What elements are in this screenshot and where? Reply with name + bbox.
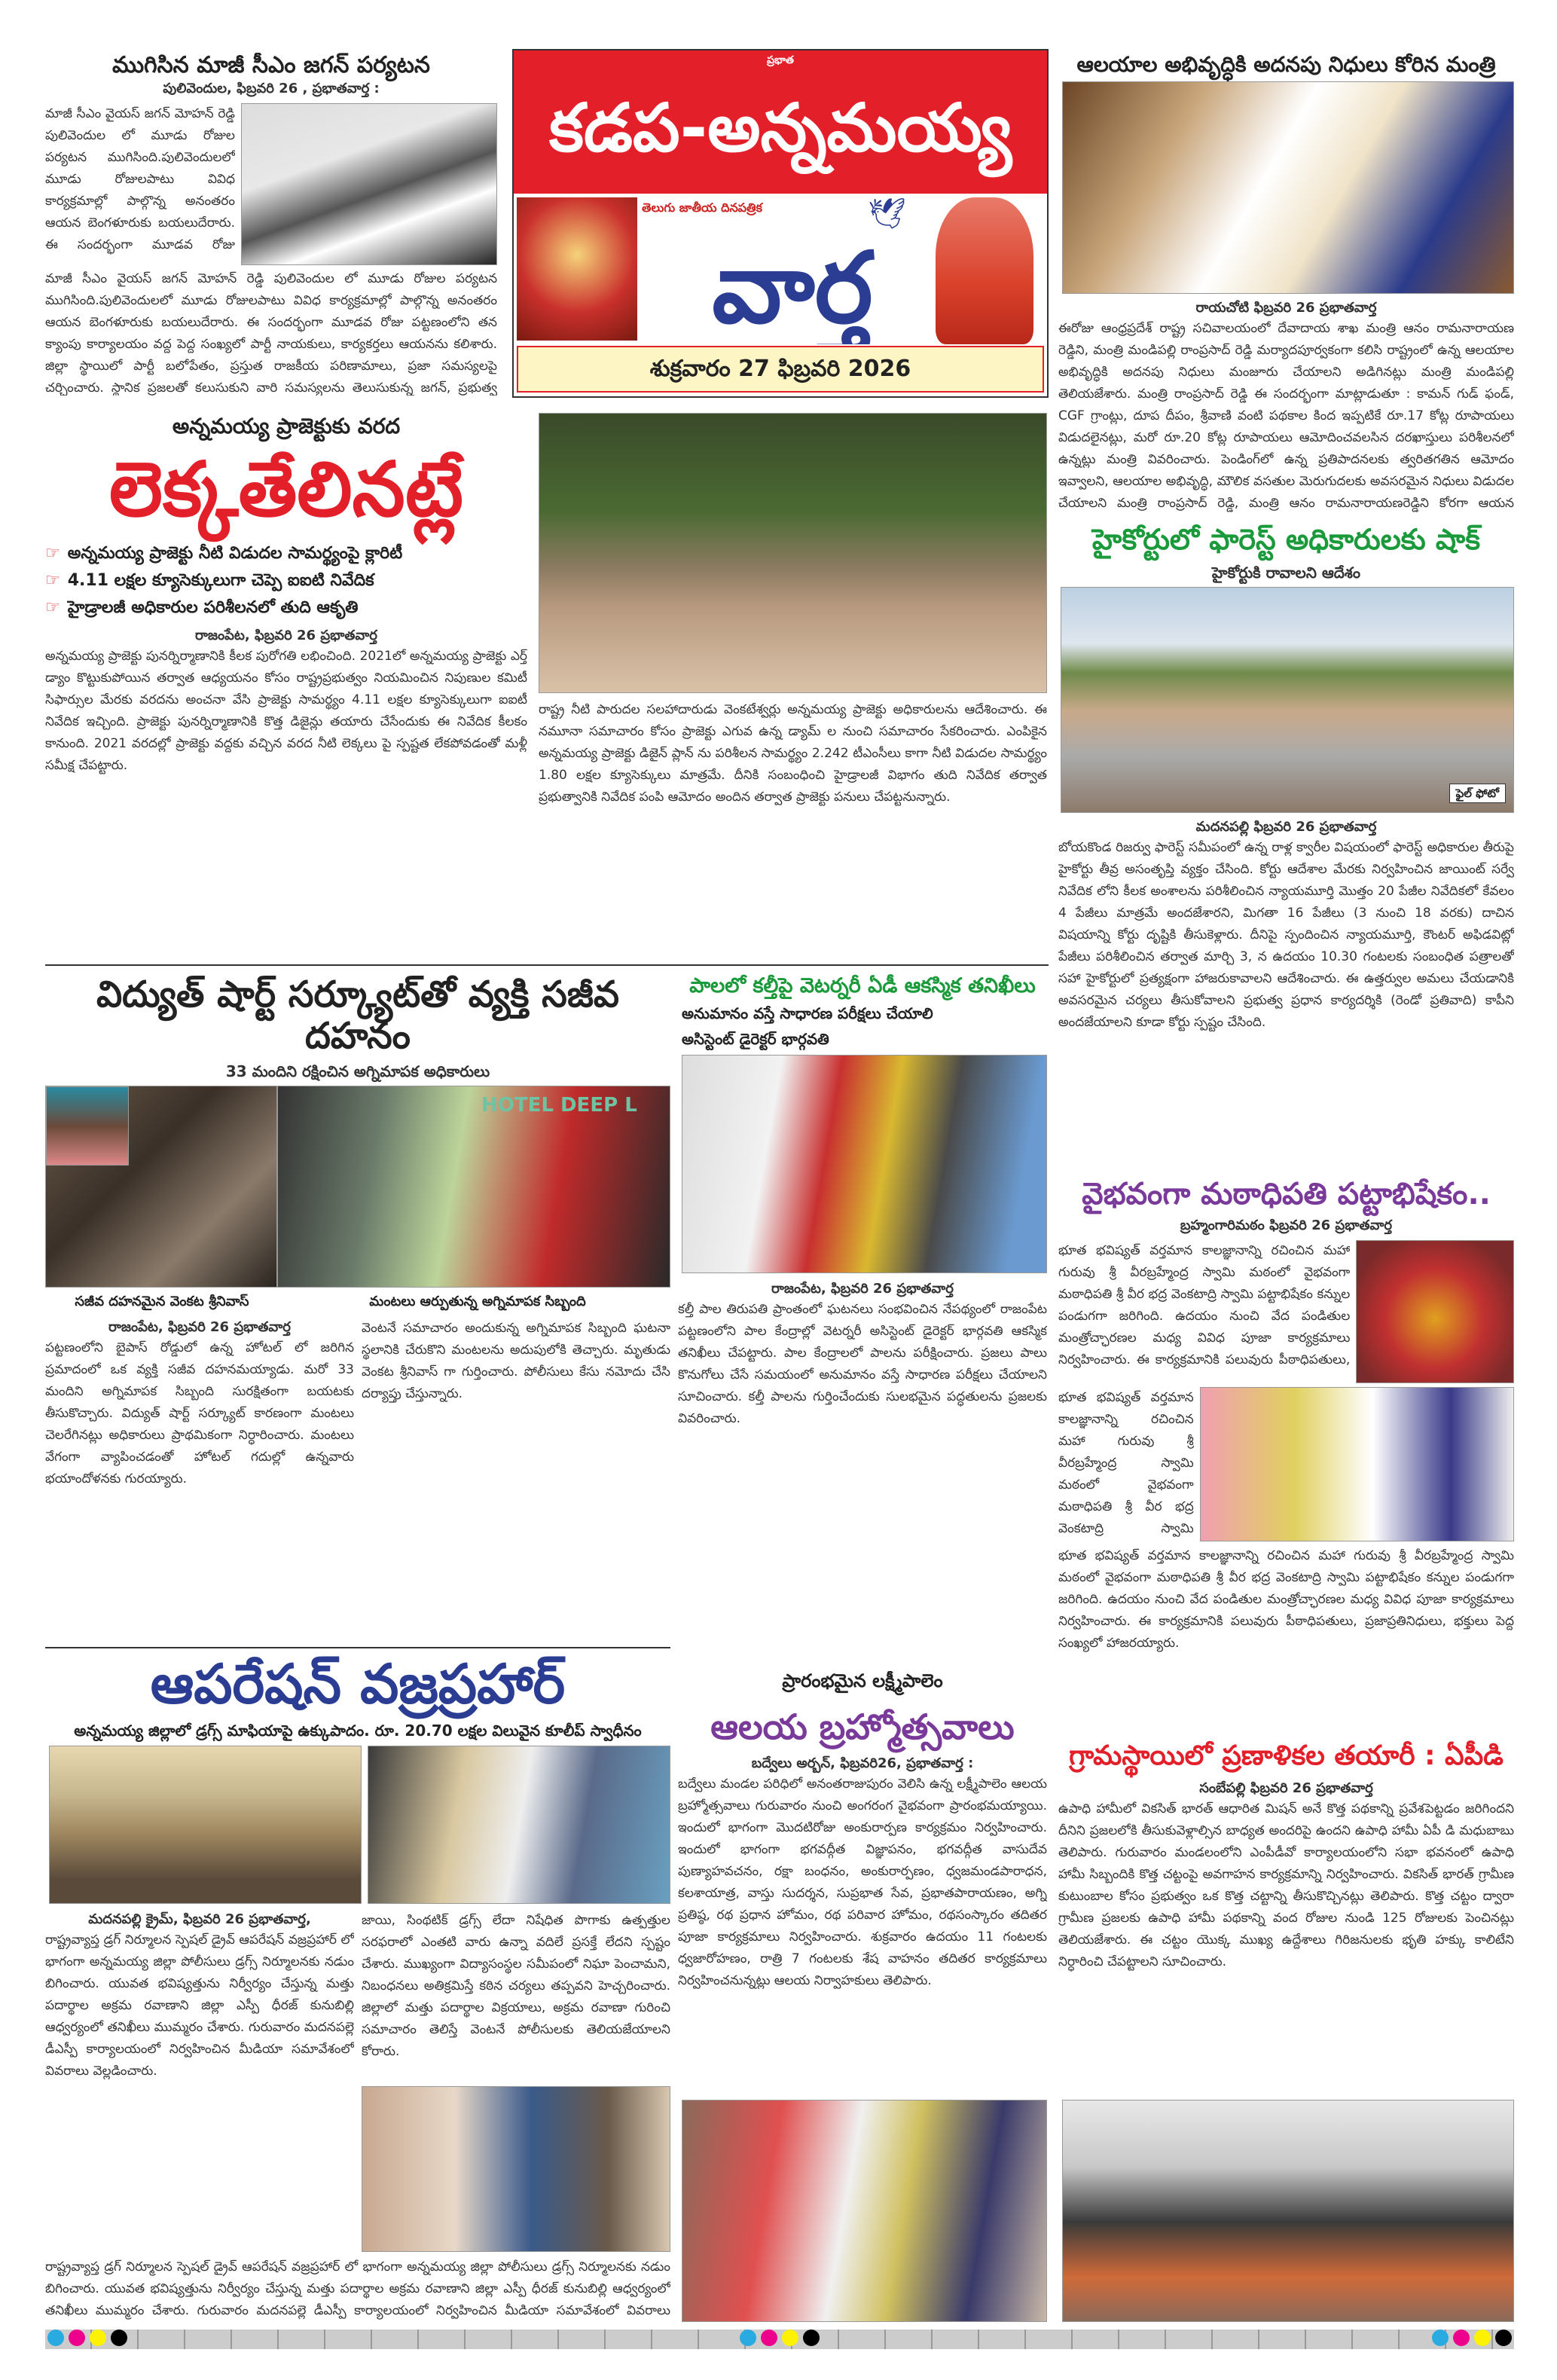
masthead-date: శుక్రవారం 27 ఫిబ్రవరి 2026 bbox=[649, 356, 911, 382]
photo-firefighters bbox=[277, 1086, 670, 1288]
photo-police-press-meet bbox=[49, 1746, 362, 1904]
body-peetham: భూత భవిష్యత్ వర్తమాన కాలజ్ఞానాన్ని రచించిన మహా గురువు శ్రీ వీరబ్రహ్మేంద్ర స్వామి మఠంలో వైభవంగా మఠాధిపతి శ్రీ వీర భద్ర వెంకటాద్రి స్వామి పట్టాభిషేకం కన్నుల పండుగగా జరిగింది. ఉదయం నుంచి వేద పండితుల మంత్రోచ్ఛారణల మధ్య వివిధ పూజా కార్యక్రమాలు నిర్వహించారు. ఈ కార్యక్రమానికి పలువురు పీఠాధిపతులు, bbox=[1058, 1243, 1351, 1367]
article-jagan bbox=[45, 53, 497, 396]
headline-temples: ఆలయాల అభివృద్ధికి అదనపు నిధులు కోరిన మంత్రి bbox=[1076, 53, 1496, 77]
divider bbox=[45, 1647, 670, 1648]
headline-vajra: ఆపరేషన్ వజ్రప్రహార్ bbox=[150, 1653, 566, 1715]
dateline-pvd: సంబేపల్లి ఫిబ్రవరి 26 ప్రభాతవార్త bbox=[1199, 1780, 1373, 1797]
dateline-peetham: బ్రహ్మంగారిమఠం ఫిబ్రవరి 26 ప్రభాతవార్త bbox=[1180, 1217, 1393, 1233]
body-project-1: అన్నమయ్య ప్రాజెక్టు పునర్నిర్మాణానికి కీలక పురోగతి లభించింది. 2021లో అన్నమయ్య ప్రాజెక్టు ఎర్త్ డ్యాం కొట్టుకుపోయిన తర్వాత ఆధ్యయనం కోసం రాష్ట్రప్రభుత్వం నియమించిన నిపుణుల కమిటీ సిఫార్సుల మేరకు వరదను అంచనా వేసి ప్రాజెక్టు సామర్థ్యం 4.11 లక్షల క్యూసెక్కులుగా ఐఐటీ నివేదిక ఇచ్చింది. ప్రాజెక్టు పునర్నిర్మాణానికి కొత్త డిజైన్లు తయారు చేసేందుకు ఈ నివేదిక కీలకం కానుంది. 2021 వరదల్లో ప్రాజెక్టు వద్దకు వచ్చిన వరద నీటి లెక్కలు పై స్పష్టత లేకపోవడంతో మళ్లీ సమీక్ష చేపట్టారు. bbox=[45, 649, 527, 774]
pointing-hand-icon: ☞ bbox=[45, 598, 60, 618]
pointing-hand-icon: ☞ bbox=[45, 544, 60, 564]
article-vajra bbox=[45, 1653, 670, 2322]
photo-ceremony bbox=[1200, 1387, 1514, 1541]
masthead-brand: వార్త bbox=[712, 231, 873, 344]
body-pvd: ఉపాధి హామీలో వికసిత్ భారత్ ఆధారిత మిషన్ అనే కొత్త పథకాన్ని ప్రవేశపెట్టడం జరిగిందని దీనిని ప్రజలలోకి తీసుకువెళ్లాల్సిన బాధ్యత అందరిపై ఉందని ఉపాధి హామీ ఏపీ డి మధుబాబు తెలిపారు. గురువారం మండలంలోని ఎంపీడీవో కార్యాలయంలోని సభా భవనంలో ఉపాధి హామీ సిబ్బందికి కొత్త చట్టంపై అవగాహన కార్యక్రమాన్ని నిర్వహించారు. వికసిత్ భారత్ గ్రామీణ కుటుంబాల కోసం ప్రభుత్వం ఒక కొత్త చట్టాన్ని తీసుకొచ్చినట్లు తెలిపారు. కొత్త చట్టం ద్వారా గ్రామీణ ప్రజలకు ఉపాధి హామీ పథకాన్ని వంద రోజుల నుండి 125 రోజులకు పెంచినట్లు తెలియజేశారు. ఈ చట్టం యొక్క ముఖ్య ఉద్దేశాలు గిరిజనులకు భృతి హక్కు కాలిటేని నిర్ధారించి చేపట్టాలని సూచించారు. bbox=[1058, 1801, 1514, 1970]
body-vajra-1: రాష్ట్రవ్యాప్త డ్రగ్ నిర్మూలన స్పెషల్ డ్రైవ్ ఆపరేషన్ వజ్రప్రహార్ లో భాగంగా అన్నమయ్య జిల్లా పోలీసులు డ్రగ్స్ నిర్మూలనకు నడుం బిగించారు. యువత భవిష్యత్తును నిర్వీర్యం చేస్తున్న మత్తు పదార్థాల అక్రమ రవాణాని జిల్లా ఎస్పీ ధీరజ్ కునుబిల్లి ఆధ్వర్యంలో తనిఖీలు ముమ్మరం చేశారు. గురువారం మదనపల్లె డీఎస్పీ కార్యాలయంలో నిర్వహించిన మీడియా సమావేశంలో వివరాలు వెల్లడించారు. bbox=[45, 1932, 354, 2079]
body-milk: కల్తీ పాల తిరుపతి ప్రాంతంలో ఘటనలు సంభవించిన నేపథ్యంలో రాజంపేట పట్టణంలోని పాల కేంద్రాల్లో వెటర్నరీ అసిస్టెంట్ డైరెక్టర్ భార్గవతి ఆకస్మిక తనిఖీలు చేపట్టారు. పాల కేంద్రాలలో పాలను పరీక్షించారు. ప్రజలు పాలు కొనుగోలు చేసే సమయంలో అనుమానం వస్తే సాధారణ పరీక్షలు చేయాలని సూచించారు. కల్తీ పాలను గుర్తించేందుకు సులభమైన పద్ధతులను ప్రజలకు వివరించారు. bbox=[678, 1302, 1047, 1427]
sub-milk-2: అసిస్టెంట్ డైరెక్టర్ భార్గవతి bbox=[682, 1030, 829, 1049]
dove-logo-icon: 🕊 bbox=[868, 197, 906, 231]
photo-temple-procession bbox=[682, 2100, 1047, 2322]
article-peetham bbox=[1058, 1177, 1514, 1724]
masthead-tagline: తెలుగు జాతీయ దినపత్రిక bbox=[642, 200, 762, 215]
dateline-vajra: మదనపల్లి క్రైమ్, ఫిబ్రవరి 26 ప్రభాతవార్త, bbox=[88, 1911, 311, 1927]
bullet-item: ☞ హైడ్రాలజీ అధికారుల పరిశీలనలో తుది ఆకృతి bbox=[45, 598, 359, 618]
article-project-photo-column bbox=[539, 413, 1047, 953]
caption-firefighters: మంటలు ఆర్పుతున్న అగ్నిమాపక సిబ్బంది bbox=[369, 1294, 586, 1310]
color-registration-marks bbox=[737, 2330, 822, 2349]
dateline-jagan: పులివెందుల, ఫిబ్రవరి 26 , ప్రభాతవార్త : bbox=[163, 80, 380, 96]
bullet-list bbox=[45, 540, 527, 622]
body-peetham-cont: భూత భవిష్యత్ వర్తమాన కాలజ్ఞానాన్ని రచించిన మహా గురువు శ్రీ వీరబ్రహ్మేంద్ర స్వామి మఠంలో వైభవంగా మఠాధిపతి శ్రీ వీర భద్ర వెంకటాద్రి స్వామి bbox=[1058, 1390, 1194, 1536]
dateline-milk: రాజంపేట, ఫిబ్రవరి 26 ప్రభాతవార్త bbox=[771, 1281, 954, 1297]
dateline-forest: మదనపల్లి ఫిబ్రవరి 26 ప్రభాతవార్త bbox=[1195, 818, 1377, 835]
color-registration-marks bbox=[45, 2330, 130, 2349]
dateline-brahmotsavam: బద్వేలు అర్బన్, ఫిబ్రవరి26, ప్రభాతవార్త : bbox=[751, 1755, 974, 1772]
body-jagan-cont: మాజీ సీఎం వైయస్ జగన్ మోహన్ రెడ్డి పులివెందుల లో మూడు రోజుల పర్యటన ముగిసింది.పులివెందులలో మూడు రోజులపాటు వివిధ కార్యక్రమాల్లో పాల్గొన్న అనంతరం ఆయన బెంగళూరుకు బయలుదేరారు. ఈ సందర్భంగా మూడవ రోజు పట్టణంలోని తన క్యాంపు కార్యాలయం వద్ద పెద్ద సంఖ్యలో పార్టీ నాయకులు, కార్యకర్తలు ఆయనను కలిశారు. జిల్లా స్థాయిలో పార్టీ బలోపేతం, ప్రస్తుత రాజకీయ పరిణామాలు, ప్రజా సమస్యలపై చర్చించారు. స్థానిక ప్రజలతో కలుసుకుని వారి సమస్యలను తెలుసుకున్న జగన్, ప్రభుత్వ bbox=[45, 270, 497, 396]
headline-pvd: గ్రామస్థాయిలో ప్రణాళికల తయారీ : ఏపీడి bbox=[1069, 1740, 1504, 1771]
masthead-title: కడప-అన్నమయ్య bbox=[548, 89, 1012, 167]
article-forest bbox=[1058, 524, 1514, 1168]
headline-milk: పాలలో కల్తీపై వెటర్నరీ ఏడీ ఆకస్మిక తనిఖీలు bbox=[689, 974, 1036, 998]
body-fire-1: పట్టణంలోని బైపాస్ రోడ్డులో ఉన్న హోటల్ లో జరిగిన ప్రమాదంలో ఒక వ్యక్తి సజీవ దహనమయ్యాడు. మరో 33 మందిని అగ్నిమాపక సిబ్బంది సురక్షితంగా బయటకు తీసుకొచ్చారు. విద్యుత్ షార్ట్ సర్క్యూట్ కారణంగా మంటలు చెలరేగినట్లు అధికారులు ప్రాథమికంగా నిర్ధారించారు. మంటలు వేగంగా వ్యాపించడంతో హోటల్ గదుల్లో ఉన్నవారు భయాందోళనకు గురయ్యారు. bbox=[45, 1340, 354, 1487]
body-fire-2: వెంటనే సమాచారం అందుకున్న అగ్నిమాపక సిబ్బంది ఘటనా స్థలానికి చేరుకొని మంటలను అదుపులోకి తెచ్చారు. మృతుడు వెంకట శ్రీనివాస్ గా గుర్తించారు. పోలీసులు కేసు నమోదు చేసి దర్యాప్తు చేస్తున్నారు. bbox=[362, 1321, 670, 1402]
body-peetham-cont2: భూత భవిష్యత్ వర్తమాన కాలజ్ఞానాన్ని రచించిన మహా గురువు శ్రీ వీరబ్రహ్మేంద్ర స్వామి మఠంలో వైభవంగా మఠాధిపతి శ్రీ వీర భద్ర వెంకటాద్రి స్వామి పట్టాభిషేకం కన్నుల పండుగగా జరిగింది. ఉదయం నుంచి వేద పండితుల మంత్రోచ్ఛారణల మధ్య వివిధ పూజా కార్యక్రమాలు నిర్వహించారు. ఈ కార్యక్రమానికి పలువురు పీఠాధిపతులు, ప్రజాప్రతినిధులు, భక్తులు పెద్ద సంఖ్యలో హాజరయ్యారు. bbox=[1058, 1548, 1514, 1651]
sub-milk-1: అనుమానం వస్తే సాధారణ పరీక్షలు చేయాలి bbox=[682, 1004, 933, 1023]
pointing-hand-icon: ☞ bbox=[45, 571, 60, 591]
photo-seized-goods bbox=[368, 1746, 670, 1904]
headline-project: లెక్కతేలినట్లే bbox=[109, 445, 463, 534]
print-registration-bar bbox=[45, 2330, 1514, 2349]
bullet-item: ☞ అన్నమయ్య ప్రాజెక్టు నీటి విడుదల సామర్థ్యంపై క్లారిటీ bbox=[45, 544, 403, 564]
photo-label: ఫైల్ ఫోటో bbox=[1449, 784, 1506, 803]
kicker-brahmotsavam: ప్రారంభమైన లక్ష్మీపాలెం bbox=[782, 1671, 943, 1691]
body-brahmotsavam: బద్వేలు మండల పరిధిలో అనంతరాజుపురం వెలిసి ఉన్న లక్ష్మీపాలెం ఆలయ బ్రహ్మోత్సవాలు గురువారం నుంచి అంగరంగ వైభవంగా ప్రారంభమయ్యాయి. ఇందులో భాగంగా మొదటిరోజు అంకురార్పణ కార్యక్రమం నిర్వహించారు. ఇందులో భాగంగా భగవద్గీత విజ్ఞాపనం, భగవద్గీత వాసుదేవ పుణ్యాహవచనం, రక్షా బంధనం, అంకురార్పణం, ధ్వజమండపారాధన, కలశాయాత్ర, వాస్తు సుదర్శన, సుప్రభాత సేవ, ప్రభాతపారాయణం, అగ్ని ప్రతిష్ఠ, రథ ప్రధాన హోమం, రథ పరివార హోమం, రథసంస్కారం తదితర పూజా కార్యక్రమాలు నిర్వహించారు. శుక్రవారం ఉదయం 11 గంటలకు ధ్వజారోహణం, రాత్రి 7 గంటలకు శేష వాహనం తదితర కార్యక్రమాలు నిర్వహించనున్నట్లు ఆలయ నిర్వాహకులు తెలిపారు. bbox=[678, 1777, 1047, 1989]
dateline-project: రాజంపేట, ఫిబ్రవరి 26 ప్రభాతవార్త bbox=[195, 628, 377, 644]
annamayya-illustration bbox=[936, 197, 1033, 344]
color-registration-marks bbox=[1430, 2330, 1514, 2349]
photo-flood-spillway bbox=[539, 413, 1047, 693]
body-temples: ఈరోజు ఆంధ్రప్రదేశ్ రాష్ట్ర సచివాలయంలో దేవాదాయ శాఖ మంత్రి ఆనం రామనారాయణ రెడ్డిని, మంత్రి మండిపల్లి రాంప్రసాద్ రెడ్డి మర్యాదపూర్వకంగా కలిసి రాష్ట్రంలో ఉన్న ఆలయాల అభివృద్ధికి అదనపు నిధులు మంజూరు చేయాలని అడిగినట్లు మంత్రి మండిపల్లి తెలియజేశారు. మంత్రి రాంప్రసాద్ రెడ్డి ఈ సందర్భంగా మాట్లాడుతూ : కామన్ గుడ్ ఫండ్, CGF గ్రాంట్లు, దూప దీపం, శ్రీవాణి వంటి పథకాల కింద ఇప్పటికే రూ.17 కోట్ల రూపాయలు విడుదలైనట్లు, మరో రూ.20 కోట్ల రూపాయలు ఆమోదించవలసిన దరఖాస్తులు పరిశీలనలో ఉన్నట్లు మంత్రి వివరించారు. పెండింగ్‌లో ఉన్న ప్రతిపాదనలకు త్వరితగతిన ఆమోదం ఇవ్వాలని, ఆలయాల అభివృద్ధి, మౌలిక వసతుల మెరుగుదలకు అవసరమైన నిధులు విడుదల చేయాలని మంత్రి రాంప్రసాద్ రెడ్డి, మంత్రి ఆనం రామనారాయణరెడ్డిని కోరగా ఆయన bbox=[1058, 321, 1514, 512]
deity-image bbox=[517, 197, 637, 341]
body-vajra-2: జాయి, సింథటిక్ డ్రగ్స్ లేదా నిషేధిత పొగాకు ఉత్పత్తుల సరఫరాలో ఎంతటి వారు ఉన్నా వదిలే ప్రసక్తే లేదని స్పష్టం చేశారు. ముఖ్యంగా విద్యాసంస్థల సమీపంలో నిఘా పెంచామని, నిబంధనలు అతిక్రమిస్తే కఠిన చర్యలు తప్పవని హెచ్చరించారు. జిల్లాలో మత్తు పదార్థాల విక్రయాలు, అక్రమ రవాణా గురించి సమాచారం తెలిస్తే వెంటనే పోలీసులకు తెలియజేయాలని కోరారు. bbox=[362, 1912, 670, 2059]
photo-minister-meeting bbox=[1062, 81, 1514, 294]
kicker-project: అన్నమయ్య ప్రాజెక్టుకు వరద bbox=[172, 414, 401, 438]
body-forest: బోయకొండ రిజర్వు ఫారెస్ట్ సమీపంలో ఉన్న రాళ్ల క్వారీల విషయంలో ఫారెస్ట్ అధికారుల తీరుపై హైకోర్టు తీవ్ర అసంతృప్తి వ్యక్తం చేసింది. కోర్టు ఆదేశాల మేరకు నిర్వహించిన జాయింట్ సర్వే నివేదిక లోని కీలక అంశాలను పరిశీలించిన న్యాయమూర్తి మొత్తం 20 పేజీల నివేదికలో కేవలం 4 పేజీలు మాత్రమే అందజేశారని, మిగతా 16 పేజీలు (3 నుంచి 18 వరకు) దాచిన విషయాన్ని కోర్టు దృష్టికి తీసుకెళ్లారు. దీనిపై స్పందించిన న్యాయమూర్తి, కౌంటర్ అఫిడవిట్లో పేజీలు పరిశీలించిన తర్వాత మార్చి 3, న ఉదయం 10.30 గంటలకు సంబంధిత పత్రాలతో సహా హైకోర్టులో ప్రత్యక్షంగా హాజరుకావాలని ఆదేశించారు. ఈ ఉత్తర్వుల అమలు చేయడానికి అవసరమైన చర్యలు తీసుకోవాలని ప్రభుత్వ ప్రధాన కార్యదర్శికి (రెండో ప్రతివాది) కాపీని అందజేయాలని కూడా కోర్టు స్పష్టం చేసింది. bbox=[1058, 839, 1514, 1030]
headline-brahmotsavam: ఆలయ బ్రహ్మోత్సవాలు bbox=[710, 1706, 1015, 1747]
article-brahmotsavam bbox=[678, 1671, 1047, 2322]
hotel-sign: HOTEL DEEP L bbox=[481, 1094, 637, 1117]
divider bbox=[45, 964, 1049, 966]
sub-forest: హైకోర్టుకి రావాలని ఆదేశం bbox=[1211, 563, 1361, 582]
caption-victim: సజీవ దహనమైన వెంకట శ్రీనివాస్ bbox=[75, 1294, 249, 1310]
photo-milk-inspection bbox=[682, 1055, 1047, 1273]
headline-jagan: ముగిసిన మాజీ సీఎం జగన్ పర్యటన bbox=[112, 53, 430, 78]
dateline-fire: రాజంపేట, ఫిబ్రవరి 26 ప్రభాతవార్త bbox=[108, 1319, 291, 1336]
article-temples bbox=[1058, 53, 1514, 516]
body-project-2: రాష్ట్ర నీటి పారుదల సలహాదారుడు వెంకటేశ్వర్లు అన్నమయ్య ప్రాజెక్టు అధికారులను ఆదేశించారు. ఈ నమూనా సమాచారం కోసం ప్రాజెక్టు ఎగువ ఉన్న డ్యామ్ ల నుంచి సమాచారం సేకరించారు. ఎంపికైన అన్నమయ్య ప్రాజెక్టు డిజైన్ ప్లాన్ ను పరిశీలన సామర్థ్యం 2.242 టీఎంసీలు కాగా నీటి విడుదల సామర్థ్యం 1.80 లక్షల క్యూసెక్కులు మాత్రమే. దీనికి సంబంధించి హైడ్రాలజీ విభాగం తుది నివేదిక తర్వాత ప్రభుత్వానికి నివేదిక పంపి ఆమోదం అందిన తర్వాత ప్రాజెక్టు పనులు చేపట్టనున్నారు. bbox=[539, 702, 1047, 805]
photo-quarry bbox=[1061, 587, 1514, 813]
dateline-temples: రాయచోటి ఫిబ్రవరి 26 ప్రభాతవార్త bbox=[1195, 300, 1377, 316]
article-pvd bbox=[1058, 1740, 1514, 2322]
article-project bbox=[45, 414, 527, 953]
photo-police-raid bbox=[362, 2086, 670, 2252]
photo-jagan-crowd bbox=[241, 103, 497, 265]
photo-awareness-meeting bbox=[1062, 2100, 1514, 2322]
masthead bbox=[512, 49, 1049, 398]
headline-forest: హైకోర్టులో ఫారెస్ట్ అధికారులకు షాక్ bbox=[1091, 524, 1481, 556]
photo-pontiff bbox=[1356, 1240, 1514, 1383]
photo-victim-portrait bbox=[46, 1086, 129, 1166]
sub-vajra: అన్నమయ్య జిల్లాలో డ్రగ్స్ మాఫియాపై ఉక్కుపాదం. రూ. 20.70 లక్షల విలువైన కూలీప్ స్వాధీనం bbox=[74, 1721, 642, 1740]
headline-fire: విద్యుత్ షార్ట్ సర్క్యూట్‌తో వ్యక్తి సజీవ దహనం bbox=[96, 974, 620, 1058]
photo-burnt-room bbox=[45, 1086, 277, 1288]
headline-peetham: వైభవంగా మఠాధిపతి పట్టాభిషేకం.. bbox=[1082, 1177, 1491, 1211]
sub-fire: 33 మందిని రక్షించిన అగ్నిమాపక అధికారులు bbox=[225, 1062, 490, 1081]
body-jagan: మాజీ సీఎం వైయస్ జగన్ మోహన్ రెడ్డి పులివెందుల లో మూడు రోజుల పర్యటన ముగిసింది.పులివెందులలో మూడు రోజులపాటు వివిధ కార్యక్రమాల్లో పాల్గొన్న అనంతరం ఆయన బెంగళూరుకు బయలుదేరారు. ఈ సందర్భంగా మూడవ రోజు bbox=[45, 105, 235, 252]
bullet-item: ☞ 4.11 లక్షల క్యూసెక్కులుగా చెప్పె ఐఐటి నివేదిక bbox=[45, 571, 374, 591]
body-vajra-cont: రాష్ట్రవ్యాప్త డ్రగ్ నిర్మూలన స్పెషల్ డ్రైవ్ ఆపరేషన్ వజ్రప్రహార్ లో భాగంగా అన్నమయ్య జిల్లా పోలీసులు డ్రగ్స్ నిర్మూలనకు నడుం బిగించారు. యువత భవిష్యత్తును నిర్వీర్యం చేస్తున్న మత్తు పదార్థాల అక్రమ రవాణాని జిల్లా ఎస్పీ ధీరజ్ కునుబిల్లి ఆధ్వర్యంలో తనిఖీలు ముమ్మరం చేశారు. గురువారం మదనపల్లె డీఎస్పీ కార్యాలయంలో నిర్వహించిన మీడియా సమావేశంలో వివరాలు bbox=[45, 2259, 670, 2318]
masthead-supertitle: ప్రభాత bbox=[767, 54, 794, 66]
article-milk bbox=[678, 974, 1047, 1705]
article-fire bbox=[45, 974, 670, 1642]
